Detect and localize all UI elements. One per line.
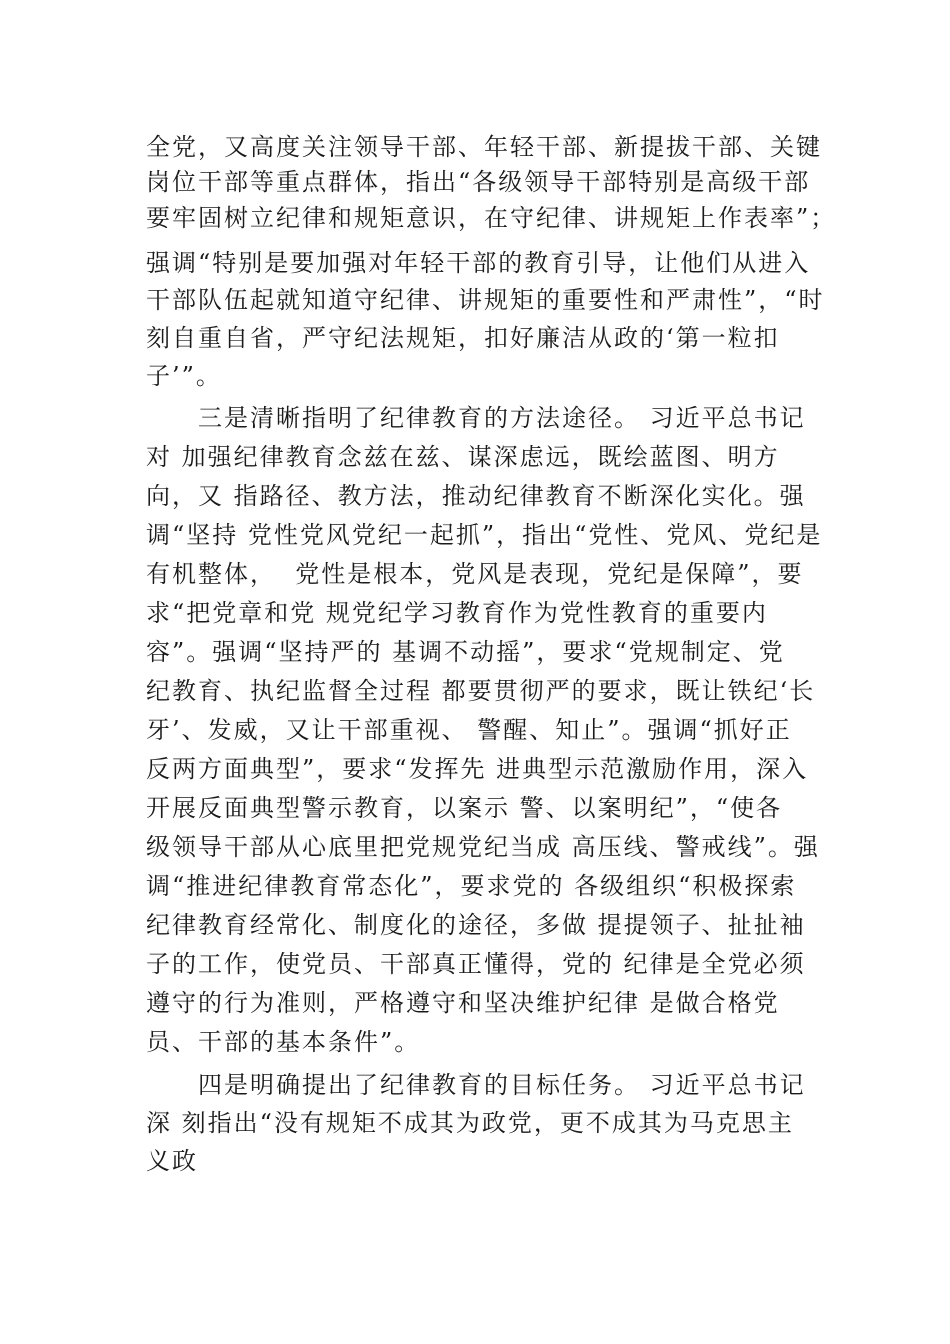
text-line: 深 刻指出“没有规矩不成其为政党，更不成其为马克思主 [146,1109,794,1137]
paragraph-start-line: 三是清晰指明了纪律教育的方法途径。 习近平总书记 [198,404,806,432]
text-line: 纪律教育经常化、制度化的途径，多做 提提领子、扯扯袖 [146,911,806,939]
text-line: 有机整体， 党性是根本，党风是表现，党纪是保障”，要 [146,560,804,588]
text-line: 级领导干部从心底里把党规党纪当成 高压线、警戒线”。强 [146,833,820,861]
text-line: 调“推进纪律教育常态化”，要求党的 各级组织“积极探索 [146,872,797,900]
text-line: 刻自重自省，严守纪法规矩，扣好廉洁从政的‘第一粒扣 [146,324,780,352]
text-line: 反两方面典型”，要求“发挥先 进典型示范激励作用，深入 [146,755,809,783]
text-line: 子’”。 [146,362,222,390]
text-line: 义政 [146,1147,198,1175]
text-line: 向，又 指路径、教方法，推动纪律教育不断深化实化。强 [146,482,806,510]
text-line: 开展反面典型警示教育，以案示 警、以案明纪”，“使各 [146,794,783,822]
text-line: 子的工作，使党员、干部真正懂得，党的 纪律是全党必须 [146,950,806,978]
text-line: 纪教育、执纪监督全过程 都要贯彻严的要求，既让铁纪‘长 [146,677,816,705]
text-line: 全党，又高度关注领导干部、年轻干部、新提拔干部、关键 [146,133,822,161]
text-line: 容”。强调“坚持严的 基调不动摇”，要求“党规制定、党 [146,638,785,666]
text-line: 遵守的行为准则，严格遵守和坚决维护纪律 是做合格党 [146,989,780,1017]
text-line: 岗位干部等重点群体，指出“各级领导干部特别是高级干部 [146,168,811,196]
text-line: 干部队伍起就知道守纪律、讲规矩的重要性和严肃性”，“时 [146,286,825,314]
text-line: 对 加强纪律教育念兹在兹、谋深虑远，既绘蓝图、明方 [146,443,780,471]
text-line: 强调“特别是要加强对年轻干部的教育引导，让他们从进入 [146,249,811,277]
text-line: 员、干部的基本条件”。 [146,1028,421,1056]
text-line: 调“坚持 党性党风党纪一起抓”，指出“党性、党风、党纪是 [146,521,823,549]
text-line: 求“把党章和党 规党纪学习教育作为党性教育的重要内 [146,599,768,627]
text-line: 要牢固树立纪律和规矩意识，在守纪律、讲规矩上作表率”； [146,204,837,232]
text-line: 牙’、发威，又让干部重视、 警醒、知止”。强调“抓好正 [146,716,792,744]
paragraph-start-line: 四是明确提出了纪律教育的目标任务。 习近平总书记 [198,1071,806,1099]
